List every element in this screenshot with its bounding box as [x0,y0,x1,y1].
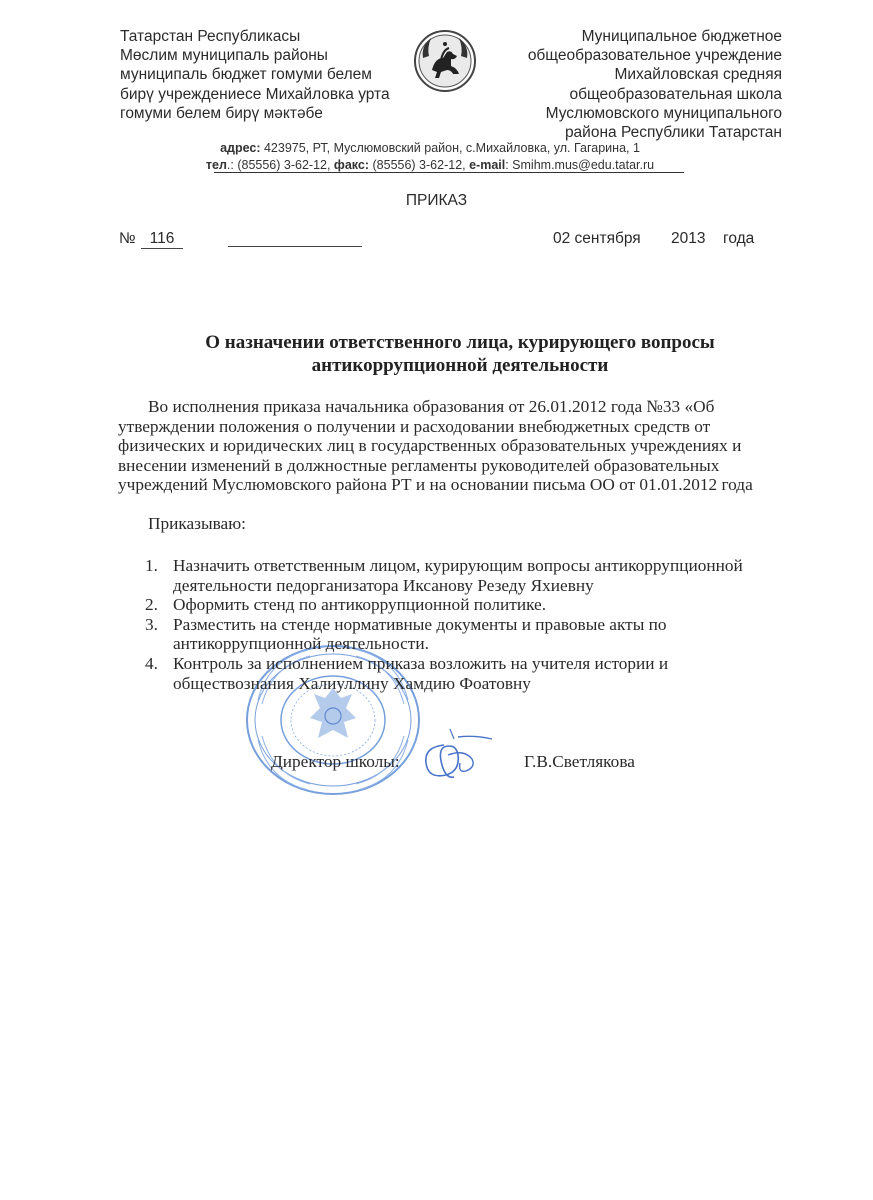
header-left-line: гомуми белем бирү мәктәбе [120,104,323,122]
handwritten-signature [414,725,496,789]
fax-value: (85556) 3-62-12, [369,158,470,172]
header-right-line: общеобразовательная школа [569,85,782,103]
address-label: адрес: [220,141,261,155]
list-item-line: Контроль за исполнением приказа возложить на учителя истории и [173,653,669,673]
preamble-line: внесении изменений в должностные регламенты руководителей образовательных [118,455,720,475]
header-right-block [500,27,782,142]
list-item [145,556,785,595]
header-left-line: муниципаль бюджет гомуми белем [120,66,372,84]
header-left-line: Татарстан Республикасы [120,28,301,45]
preamble-line: Во исполнения приказа начальника образования от 26.01.2012 года №33 «Об [148,397,715,416]
list-item [145,615,785,654]
list-item-line: обществознания Халиуллину Хамдию Фоатовну [173,673,531,693]
title-line: антикоррупционной деятельности [311,355,609,376]
year-word: года [723,230,755,247]
signatory-position: Директор школы: [271,752,400,771]
header-divider [214,172,684,173]
list-item-number: 1. [145,556,158,575]
header-right-line: Михайловская средняя [614,66,782,84]
email-value: : Smihm.mus@edu.tatar.ru [505,158,655,172]
header-right-line: общеобразовательное учреждение [527,47,782,65]
phone-value: .: (85556) 3-62-12, [226,158,334,172]
email-label: e-mail [469,158,506,172]
list-item-number: 3. [145,614,158,634]
document-date: 02 сентября [553,230,641,247]
contacts-block [150,140,710,174]
preamble-paragraph [118,397,778,495]
list-item-line: Назначить ответственным лицом, курирующим вопросы антикоррупционной [173,556,743,575]
list-item-number: 2. [145,595,158,615]
list-item-line: Оформить стенд по антикоррупционной политике. [173,595,547,615]
document-type: ПРИКАЗ [405,192,468,209]
phone-label: тел [205,158,227,172]
header-right-line: Муслюмовского муниципального [545,104,782,122]
tatarstan-coat-of-arms-icon [413,28,477,94]
address-value: 423975, РТ, Муслюмовский район, с.Михайловка, ул. Гагарина, 1 [260,141,640,155]
document-number: 116 [141,230,183,249]
number-sign: № [119,230,136,247]
list-item-line: антикоррупционной деятельности. [173,634,429,654]
fax-label: факс: [333,158,370,172]
preamble-line: утверждении положения о получении и расходовании внебюджетных средств от [118,416,711,436]
header-left-block [120,27,420,123]
address-line [150,140,710,157]
list-item-number: 4. [145,653,158,673]
title-line: О назначении ответственного лица, курирующего вопросы [205,332,715,353]
order-items-list [145,556,785,693]
document-year: 2013 [671,230,706,247]
header-left-line: бирү учреждениесе Михайловка урта [120,85,390,103]
list-item [145,595,785,615]
number-blank-line [228,246,362,247]
header-left-line: Мөслим муниципаль районы [120,47,328,65]
preamble-line: физических и юридических лиц в государственных образовательных учреждениях и [118,436,742,456]
header-right-line: Муниципальное бюджетное [581,28,782,45]
list-item-line: Разместить на стенде нормативные документы и правовые акты по [173,614,667,634]
signatory-name: Г.В.Светлякова [524,752,635,771]
preamble-line: учреждений Муслюмовского района РТ и на основании письма ОО от 01.01.2012 года [118,475,753,495]
list-item [145,654,785,693]
order-word: Приказываю: [148,514,246,533]
document-title [120,331,800,377]
header-right-line: района Республики Татарстан [564,124,782,142]
list-item-line: деятельности педорганизатора Иксанову Резеду Яхиевну [173,575,594,595]
